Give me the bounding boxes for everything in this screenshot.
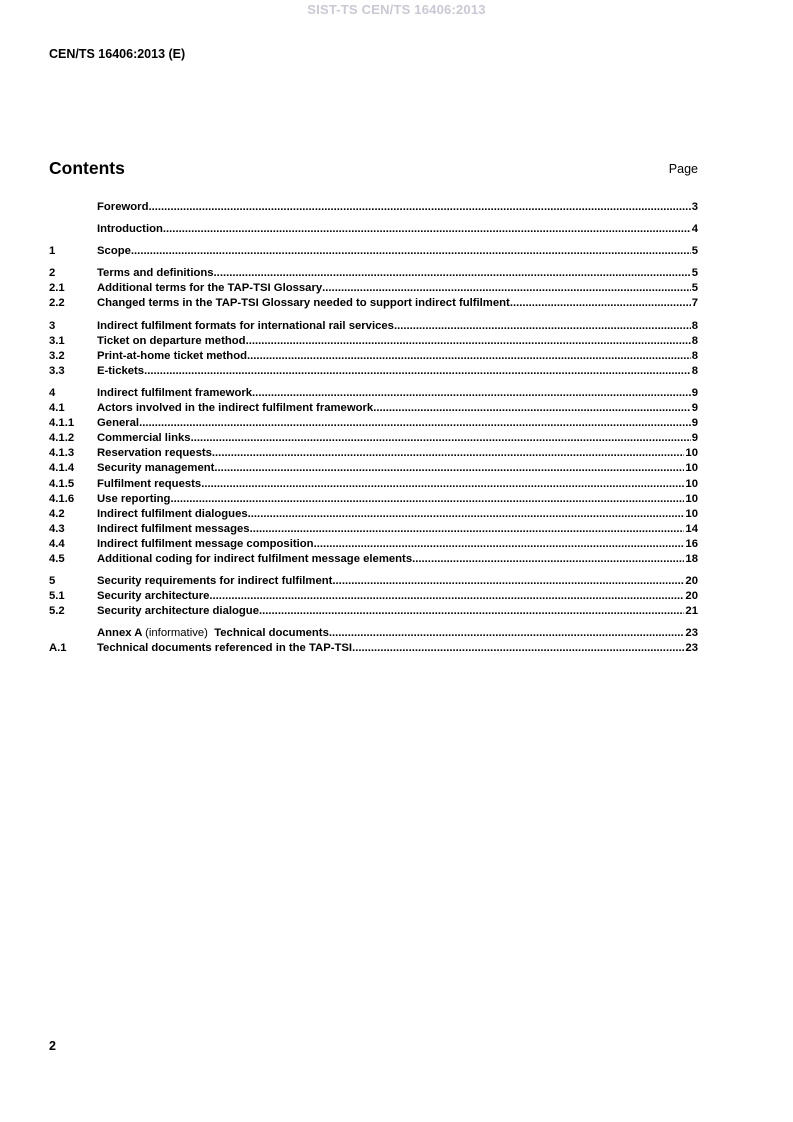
toc-entry[interactable]: [49, 589, 698, 604]
toc-entry[interactable]: [49, 200, 698, 215]
toc-entry-title-suffix: Technical documents: [214, 627, 329, 640]
toc-entry-page: 5: [691, 266, 698, 281]
toc-entry[interactable]: [49, 222, 698, 237]
table-of-contents: [49, 200, 698, 664]
page-column-label: Page: [668, 162, 698, 176]
toc-dot-leader: [352, 641, 684, 656]
toc-entry-title: Scope: [97, 245, 131, 258]
toc-entry[interactable]: [49, 507, 698, 522]
toc-entry-title: Print-at-home ticket method: [97, 349, 248, 362]
toc-entry-page: 21: [684, 604, 698, 619]
toc-entry-number: 2.2: [49, 297, 65, 310]
toc-dot-leader: [252, 386, 691, 401]
toc-entry-number: 4.1.1: [49, 417, 75, 430]
toc-entry-page: 9: [691, 416, 698, 431]
toc-group: [49, 386, 698, 567]
toc-dot-leader: [212, 446, 685, 461]
toc-dot-leader: [322, 281, 691, 296]
toc-entry-title: Security requirements for indirect fulfilment: [97, 575, 333, 588]
toc-dot-leader: [170, 492, 684, 507]
toc-dot-leader: [329, 626, 685, 641]
toc-entry-title: Additional terms for the TAP-TSI Glossary: [97, 282, 323, 295]
toc-entry-number: 4.1.4: [49, 462, 75, 475]
toc-entry-page: 7: [691, 296, 698, 311]
toc-dot-leader: [373, 401, 691, 416]
toc-entry-number: 1: [49, 245, 56, 258]
toc-entry[interactable]: [49, 604, 698, 619]
toc-entry-number: 5.2: [49, 605, 65, 618]
toc-entry-title: Security management: [97, 462, 215, 475]
toc-entry[interactable]: [49, 626, 698, 641]
toc-entry-title: Foreword: [97, 201, 149, 213]
toc-entry-title: Indirect fulfilment formats for international rail services: [97, 319, 394, 332]
toc-entry[interactable]: [49, 244, 698, 259]
toc-entry-number: 4: [49, 386, 56, 399]
toc-entry-title: Introduction: [97, 223, 163, 236]
toc-entry-number: 4.4: [49, 537, 65, 550]
toc-entry[interactable]: [49, 537, 698, 552]
toc-entry-number: 3.2: [49, 349, 65, 362]
toc-dot-leader: [131, 244, 691, 259]
toc-entry-page: 18: [684, 552, 698, 567]
toc-entry-title: Changed terms in the TAP-TSI Glossary needed to support indirect fulfilment: [97, 297, 510, 310]
toc-entry-title: Security architecture: [97, 590, 210, 603]
toc-entry[interactable]: [49, 574, 698, 589]
toc-entry-title: Ticket on departure method: [97, 334, 246, 347]
toc-dot-leader: [201, 477, 684, 492]
toc-entry[interactable]: [49, 416, 698, 431]
toc-entry-title: Actors involved in the indirect fulfilment framework: [97, 402, 374, 415]
toc-entry-number: 5: [49, 575, 56, 588]
toc-entry-page: 10: [684, 492, 698, 507]
toc-entry-number: 4.1: [49, 402, 65, 415]
toc-entry[interactable]: [49, 281, 698, 296]
toc-group: [49, 266, 698, 311]
toc-entry-title: General: [97, 417, 140, 430]
toc-entry[interactable]: [49, 522, 698, 537]
toc-entry-number: 4.1.3: [49, 447, 75, 460]
toc-entry-page: 8: [691, 334, 698, 349]
watermark: SIST-TS CEN/TS 16406:2013: [307, 2, 486, 17]
toc-dot-leader: [332, 574, 684, 589]
toc-entry-title: Indirect fulfilment framework: [97, 386, 253, 399]
toc-dot-leader: [314, 537, 685, 552]
toc-entry-page: 16: [684, 537, 698, 552]
toc-dot-leader: [144, 364, 691, 379]
toc-entry-number: 3.3: [49, 364, 65, 377]
toc-entry[interactable]: [49, 364, 698, 379]
toc-entry-page: 10: [684, 461, 698, 476]
document-id: CEN/TS 16406:2013 (E): [49, 47, 186, 61]
toc-entry-number: 2: [49, 267, 56, 280]
toc-entry[interactable]: [49, 477, 698, 492]
toc-entry-title: Fulfilment requests: [97, 477, 202, 490]
toc-entry-number: 4.1.6: [49, 492, 75, 505]
toc-entry-title: Indirect fulfilment message composition: [97, 537, 314, 550]
toc-entry[interactable]: [49, 296, 698, 311]
toc-entry-page: 4: [691, 222, 698, 237]
toc-entry-page: 9: [691, 401, 698, 416]
toc-dot-leader: [209, 589, 684, 604]
toc-entry-page: 5: [691, 244, 698, 259]
toc-group: [49, 626, 698, 656]
toc-entry[interactable]: [49, 492, 698, 507]
toc-entry-number: 3: [49, 319, 56, 332]
toc-dot-leader: [139, 416, 691, 431]
toc-dot-leader: [191, 431, 691, 446]
toc-dot-leader: [510, 296, 691, 311]
toc-dot-leader: [250, 522, 685, 537]
toc-entry-page: 23: [684, 641, 698, 656]
contents-heading: Contents: [49, 158, 125, 178]
toc-entry-page: 20: [684, 574, 698, 589]
toc-entry-title: Indirect fulfilment messages: [97, 522, 250, 535]
toc-entry-page: 10: [684, 507, 698, 522]
toc-entry-number: 4.5: [49, 552, 65, 565]
toc-entry-number: 5.1: [49, 590, 65, 603]
toc-group: [49, 200, 698, 215]
toc-entry-page: 14: [684, 522, 698, 537]
toc-entry[interactable]: [49, 266, 698, 281]
toc-entry-note: (informative): [145, 627, 208, 640]
toc-entry-number: 4.1.5: [49, 477, 75, 490]
toc-entry-page: 10: [684, 446, 698, 461]
toc-dot-leader: [259, 604, 684, 619]
toc-entry-title: Use reporting: [97, 492, 171, 505]
toc-entry-title: Reservation requests: [97, 447, 212, 460]
toc-entry-title: Commercial links: [97, 432, 191, 445]
toc-entry-title-main: Annex A: [97, 627, 142, 640]
toc-entry-page: 23: [684, 626, 698, 641]
toc-dot-leader: [214, 266, 691, 281]
toc-entry-page: 8: [691, 364, 698, 379]
toc-entry-title: Terms and definitions: [97, 267, 214, 280]
toc-entry-title: Additional coding for indirect fulfilment message elements: [97, 552, 413, 565]
toc-entry[interactable]: [49, 319, 698, 334]
toc-dot-leader: [246, 334, 691, 349]
toc-entry[interactable]: [49, 552, 698, 567]
toc-entry-number: A.1: [49, 642, 67, 655]
toc-entry[interactable]: [49, 461, 698, 476]
toc-group: [49, 222, 698, 237]
toc-entry[interactable]: [49, 386, 698, 401]
toc-entry-title: Security architecture dialogue: [97, 605, 259, 618]
toc-entry[interactable]: [49, 349, 698, 364]
toc-dot-leader: [247, 349, 691, 364]
toc-entry-page: 20: [684, 589, 698, 604]
toc-entry-page: 8: [691, 349, 698, 364]
toc-entry[interactable]: [49, 446, 698, 461]
toc-dot-leader: [412, 552, 684, 567]
toc-dot-leader: [163, 222, 691, 237]
toc-entry[interactable]: [49, 641, 698, 656]
toc-entry[interactable]: [49, 334, 698, 349]
toc-group: [49, 574, 698, 619]
toc-entry-title: Technical documents referenced in the TAP-TSI: [97, 642, 353, 655]
toc-entry-page: 9: [691, 386, 698, 401]
toc-dot-leader: [394, 319, 691, 334]
footer-page-number: 2: [49, 1039, 56, 1053]
toc-dot-leader: [148, 200, 690, 215]
toc-dot-leader: [248, 507, 685, 522]
toc-entry-title: E-tickets: [97, 364, 145, 377]
toc-dot-leader: [214, 461, 684, 476]
toc-entry-number: 2.1: [49, 282, 65, 295]
toc-entry-number: 4.3: [49, 522, 65, 535]
toc-entry-page: 5: [691, 281, 698, 296]
toc-group: [49, 319, 698, 379]
toc-entry-page: 8: [691, 319, 698, 334]
toc-entry-title: Indirect fulfilment dialogues: [97, 507, 248, 520]
toc-entry-number: 4.1.2: [49, 432, 75, 445]
toc-entry[interactable]: [49, 401, 698, 416]
toc-group: [49, 244, 698, 259]
toc-entry-number: 3.1: [49, 334, 65, 347]
toc-entry-number: 4.2: [49, 507, 65, 520]
toc-entry-page: 10: [684, 477, 698, 492]
toc-entry-title: [97, 626, 329, 641]
toc-entry[interactable]: [49, 431, 698, 446]
toc-entry-page: 3: [691, 200, 698, 215]
toc-entry-page: 9: [691, 431, 698, 446]
